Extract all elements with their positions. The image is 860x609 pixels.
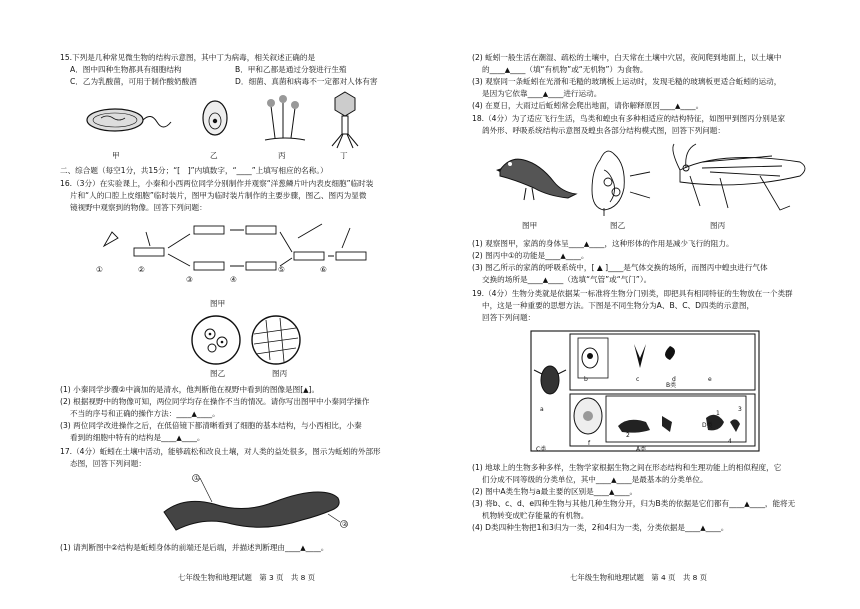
q17-answer-3b: 是因为它依靠____▲____进行运动。: [482, 89, 602, 98]
q17-stem-1: 17.（4分）蚯蚓在土壤中活动，能够疏松和改良土壤，对人类的益处很多，图示为蚯蚓的外部形: [60, 447, 381, 456]
pigeon-respiratory-icon: [592, 151, 650, 216]
label-c: c: [636, 376, 640, 383]
yeast-icon: [203, 101, 227, 135]
q18-answer-2: (2) 图丙中①的功能是____▲____。: [472, 251, 589, 260]
mold-icon: [265, 95, 305, 140]
q17-answer-1: (1) 请判断图中②结构是蚯蚓身体的前端还是后端，并描述判断理由____▲____。: [60, 543, 329, 552]
label-d-class: D类: [702, 422, 713, 429]
earthworm-label-2: ②: [342, 521, 348, 528]
q19-answer-3a: (3) 将b、c、d、e四种生物与其他几种生物分开，归为B类的依据是它们都有____▲____，能将无: [472, 499, 796, 508]
q19-answer-1a: (1) 地球上的生物多种多样，生物学家根据生物之间在形态结构和生理功能上的相似程度，它: [472, 463, 782, 472]
q15-option-d: D．细菌、真菌和病毒不一定都对人体有害: [235, 77, 378, 86]
q16-answer-3a: (3) 两位同学改进操作之后，在低倍镜下都清晰看到了细胞的基本结构，与小西相比，小秦: [60, 421, 362, 430]
q17-answer-2a: (2) 蚯蚓一般生活在潮湿、疏松的土壤中，白天常在土壤中穴居，夜间爬到地面上，以土壤中: [472, 53, 782, 62]
q15-label-jia: 甲: [112, 151, 120, 160]
q16-answer-3b: 看到的细胞中特有的结构是____▲____。: [70, 433, 205, 442]
q18-fig-jia-caption: 图甲: [522, 221, 538, 230]
right-page: [440, 0, 840, 609]
q19-stem-1: 19.（4分）生物分类就是依据某一标准将生物分门别类，即把具有相同特征的生物放在一个类群: [472, 289, 793, 298]
bacterium-icon: [87, 109, 171, 131]
left-page-footer: 七年级生物和地理试题 第 3 页 共 8 页: [178, 573, 316, 582]
q19-answer-1b: 们分成不同等级的分类单位，其中____▲____是最基本的分类单位。: [482, 475, 708, 484]
q15-option-c: C．乙为乳酸菌，可用于制作酸奶酸酒: [70, 77, 197, 86]
label-num-3: 3: [738, 406, 742, 413]
label-f: f: [588, 440, 591, 447]
beetle-icon: [534, 366, 566, 394]
q18-answer-1: (1) 观察图甲，家鸽的身体呈____▲____，这种形体的作用是减少飞行的阻力。: [472, 239, 734, 248]
q19-answer-4: (4) D类四种生物把1和3归为一类，2和4归为一类，分类依据是____▲____。: [472, 523, 729, 532]
label-num-1: 1: [716, 410, 720, 417]
label-d: d: [672, 376, 676, 383]
q18-fig-bing-caption: 图丙: [710, 221, 726, 230]
label-e: e: [708, 376, 712, 383]
q19-answer-3b: 机物转变成贮存能量的有机物。: [482, 511, 589, 520]
label-a: a: [540, 406, 544, 413]
q18-figures: [490, 140, 820, 218]
q17-stem-2: 态图，回答下列问题：: [70, 459, 146, 468]
animals-icon: [618, 415, 740, 433]
pigeon-icon: [496, 159, 576, 200]
q16-step-6: ⑥: [320, 265, 327, 274]
cell-icon: [582, 348, 598, 368]
q18-answer-3a: (3) 图乙所示的家鸽的呼吸系统中，[ ▲ ]____是气体交换的场所，而图丙中蝗虫进行气体: [472, 263, 768, 272]
q16-fig-bing-caption: 图丙: [272, 369, 288, 378]
label-num-4: 4: [728, 438, 732, 445]
q16-fig-yi-caption: 图乙: [210, 369, 226, 378]
q17-answer-2b: 的____▲____（填“有机物”或“无机物”）为食物。: [482, 65, 648, 74]
q18-fig-yi-caption: 图乙: [610, 221, 626, 230]
q16-step-2: ②: [138, 265, 145, 274]
q17-answer-4: (4) 在夏日，大雨过后蚯蚓常会爬出地面，请你解释原因____▲____。: [472, 101, 704, 110]
plants-icon: [634, 344, 706, 374]
q16-step-5: ⑤: [278, 265, 285, 274]
q16-microscope-views: [190, 314, 310, 366]
label-a-class: A类: [636, 446, 647, 453]
q19-answer-2: (2) 图中A类生物与a最主要的区别是____▲____。: [472, 487, 638, 496]
q16-stem-3: 镜视野中观察到的物像。回答下列问题：: [70, 203, 207, 212]
q16-step-1: ①: [96, 265, 103, 274]
q17-answer-3a: (3) 观察同一条蚯蚓在光滑和毛糙的玻璃板上运动时，发现毛糙的玻璃板更适合蚯蚓的运动，: [472, 77, 782, 86]
paramecium-icon: [574, 398, 602, 434]
right-page-footer: 七年级生物和地理试题 第 4 页 共 8 页: [570, 573, 708, 582]
virus-icon: [332, 92, 358, 148]
q16-answer-2b: 不当的序号和正确的操作方法：____▲____。: [70, 409, 220, 418]
left-page: [30, 0, 430, 609]
label-num-2: 2: [626, 432, 630, 439]
q19-stem-3: 回答下列问题：: [482, 313, 536, 322]
q16-fig-jia-caption: 图甲: [210, 299, 226, 308]
q18-stem-2: 鸽外形、呼吸系统结构示意图及蝗虫各部分结构模式图，回答下列问题：: [482, 126, 725, 135]
q15-option-b: B．甲和乙都是通过分裂进行生殖: [235, 65, 347, 74]
label-c-class: C类: [536, 446, 547, 453]
q15-label-ding: 丁: [340, 151, 348, 160]
earthworm-label-1: ①: [194, 475, 200, 482]
q16-stem-1: 16.（3分）在实验课上，小秦和小西两位同学分别制作并观察“洋葱鳞片叶内表皮细胞”临时装: [60, 179, 374, 188]
q15-label-yi: 乙: [210, 151, 218, 160]
label-b-class: B类: [666, 382, 677, 389]
classification-diagram: [530, 330, 760, 454]
section-two-heading: 二、综合题（每空1分，共15分；“[ ]”内填数字，“____”上填写相应的名称。）: [60, 166, 328, 175]
q16-step-4: ④: [230, 275, 237, 284]
q16-step-3: ③: [186, 275, 193, 284]
label-b: b: [584, 376, 588, 383]
q18-answer-3b: 交换的场所是____▲____（选填“气管”或“气门”）。: [482, 275, 652, 284]
q16-answer-2a: (2) 根据视野中的物像可知，两位同学均存在操作不当的情况。请你写出图甲中小秦同学操作: [60, 397, 370, 406]
q15-microbe-figures: [75, 88, 365, 158]
earthworm-figure: [160, 474, 350, 532]
q15-option-a: A．图中四种生物都具有细胞结构: [70, 65, 182, 74]
q16-stem-2: 片和“人的口腔上皮细胞”临时装片，图甲为临时装片制作的主要步骤，图乙、图丙为显微: [70, 191, 367, 200]
q16-answer-1: (1) 小秦同学步骤②中滴加的是清水，他判断他在视野中看到的图像是图[▲]。: [60, 385, 320, 394]
q18-stem-1: 18.（4分）为了适应飞行生活，鸟类和蝗虫有多种相适应的结构特征，如图甲到图丙分别是家: [472, 114, 786, 123]
q15-stem: 15.下列是几种常见微生物的结构示意图，其中丁为病毒，相关叙述正确的是: [60, 53, 316, 62]
grasshopper-icon: [673, 144, 805, 210]
q19-stem-2: 中，这是一种重要的思想方法。下图是不同生物分为A、B、C、D四类的示意图，: [482, 301, 755, 310]
q15-label-bing: 丙: [278, 151, 286, 160]
